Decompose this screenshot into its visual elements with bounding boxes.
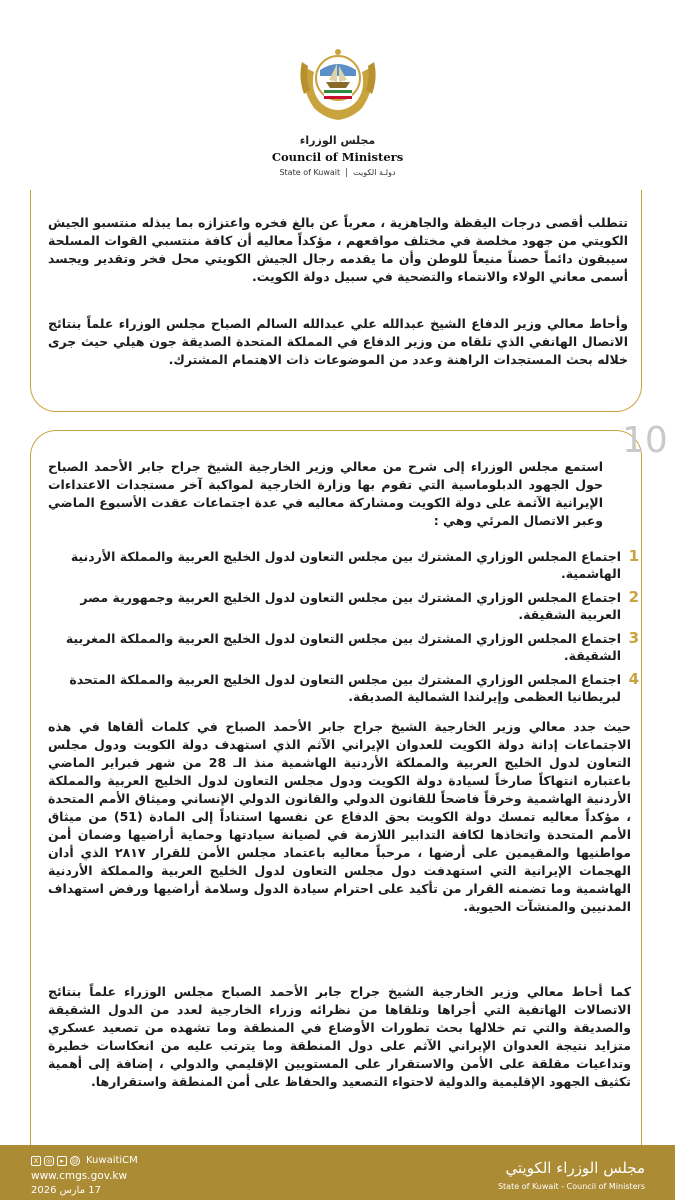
- state-line: [0, 168, 675, 177]
- instagram-icon[interactable]: ◎: [45, 1156, 53, 1165]
- list-item-text: اجتماع المجلس الوزاري المشترك بين مجلس التعاون لدول الخليج العربية والمملكة الأردنية الهاشمية.: [70, 549, 621, 581]
- social-handle[interactable]: KuwaitiCM: [86, 1155, 138, 1166]
- paragraph-phone-calls: كما أحاط معالي وزير الخارجية الشيخ جراح جابر الأحمد الصباح مجلس الوزراء علماً بنتائج الاتصالات الهاتفية التي أجراها وتلقاها من نظرائه وزراء الخارجية لعدد من الدول الشقيقة والصديقة والتي تم خلالها بحث تطورات الأوضاع في المنطقة وما تشهده من تصعيد عسكري متزايد نتيجة العدوان الإيراني الآثم على دول المنطقة وما يترتب عليه من انعكاسات خطيرة وتداعيات مقلقة على الأمن والاستقرار على المستويين الإقليمي والدولي ، إضافة إلى أهمية تكثيف الجهود الإقليمية والدولية لاحتواء التصعيد والحفاظ على أمن المنطقة واستقرارها.: [48, 984, 631, 1089]
- list-number: 1: [628, 547, 639, 565]
- divider: [346, 168, 347, 177]
- x-icon[interactable]: X: [31, 1156, 41, 1166]
- paragraph-condemnation: حيث جدد معالي وزير الخارجية الشيخ جراح جابر الأحمد الصباح في كلمات ألقاها في هذه الاجتماعات إدانة دولة الكويت للعدوان الإيراني الآثم الذي استهدف دولة الكويت ودول مجلس التعاون لدول الخليج العربية والمملكة الأردنية الهاشمية منذ الـ 28 من شهر فبراير الماضي باعتباره انتهاكاً صارخاً لسيادة دولة الكويت ودول مجلس التعاون لدول الخليج العربية والمملكة الأردنية الهاشمية وخرقاً فاضحاً للقانون الدولي والقانون الدولي الإنساني وميثاق الأمم المتحدة ، مؤكداً معاليه تمسك دولة الكويت بحق الدفاع عن نفسها استناداً إلى المادة (51) من ميثاق الأمم المتحدة واتخاذها لكافة التدابير اللازمة في لصيانة سيادتها وحماية أراضيها وضمان أمن مواطنيها والمقيمين على أرضها ، مرحباً معاليه باعتماد مجلس الأمن للقرار ٢٨١٧ الذي أدان الهجمات الإيرانية التي استهدفت دول مجلس التعاون لدول الخليج العربية والمملكة الأردنية الهاشمية وما تضمنه القرار من تأكيد على احترام سيادة الدول وسلامة أراضيها ورفض استهداف المدنيين والمنشآت الحيوية.: [48, 719, 632, 914]
- publish-date: 17 مارس 2026: [31, 1185, 101, 1196]
- footer-org-ar: مجلس الوزراء الكويتي: [505, 1159, 645, 1177]
- youtube-icon[interactable]: ▸: [57, 1156, 67, 1166]
- state-ar: دولـة الكويت: [353, 168, 396, 177]
- list-number: 3: [628, 629, 639, 647]
- social-links: [31, 1155, 138, 1166]
- state-en: State of Kuwait: [279, 168, 341, 177]
- section-number: 10: [622, 420, 668, 461]
- footer-org-en: State of Kuwait - Council of Ministers: [497, 1182, 645, 1191]
- paragraph-defense-call: وأحاط معالي وزير الدفاع الشيخ عبدالله علي عبدالله السالم الصباح مجلس الوزراء علماً بنتائج الاتصال الهاتفي الذي تلقاه من وزير الدفاع في المملكة المتحدة الصديقة جون هيلي حيث جرى خلاله بحث المستجدات الراهنة وعدد من الموضوعات ذات الاهتمام المشترك.: [48, 316, 628, 367]
- kuwait-emblem-icon: [296, 38, 380, 124]
- footer-bar: [0, 1145, 675, 1200]
- list-item: [48, 629, 639, 664]
- list-item: [48, 547, 639, 582]
- org-name-en: Council of Ministers: [271, 150, 404, 164]
- list-number: 4: [628, 670, 639, 688]
- website-link[interactable]: www.cmgs.gov.kw: [31, 1170, 128, 1182]
- list-item-text: اجتماع المجلس الوزاري المشترك بين مجلس التعاون لدول الخليج العربية وجمهورية مصر العربية الشقيقة.: [80, 590, 621, 622]
- list-item: [48, 670, 639, 705]
- meetings-list: [48, 547, 639, 712]
- list-item-text: اجتماع المجلس الوزاري المشترك بين مجلس التعاون لدول الخليج العربية والمملكة المغربية الشقيقة.: [65, 631, 621, 663]
- list-item-text: اجتماع المجلس الوزاري المشترك بين مجلس التعاون لدول الخليج العربية والمملكة المتحدة لبريطانيا العظمى وإيرلندا الشمالية الصديقة.: [69, 672, 621, 704]
- list-item: [48, 588, 639, 623]
- document-header: [0, 0, 675, 190]
- paragraph-foreign-minister: استمع مجلس الوزراء إلى شرح من معالي وزير الخارجية الشيخ جراح جابر الأحمد الصباح حول الجهود الدبلوماسية التي تقوم بها وزارة الخارجية لمواكبة آخر مستجدات الاعتداءات الإيرانية الآثمة على دولة الكويت ومشاركة معاليه في عدة اجتماعات عقدت الأسبوع الماضي وعبر الاتصال المرئي وهي :: [48, 459, 603, 528]
- threads-icon[interactable]: @: [71, 1156, 79, 1165]
- paragraph-army-readiness: تتطلب أقصى درجات اليقظة والجاهزية ، معرباً عن بالغ فخره واعتزازه بما يبذله منتسبو الجيش الكويتي من جهود مخلصة في مختلف مواقعهم ، مؤكداً معاليه أن كافة منتسبي القوات المسلحة سيبقون دائماً حصناً منيعاً للوطن وأن ما يقدمه رجال الجيش الكويتي محل فخر وتقدير ويجسد أسمى معاني الولاء والانتماء والتضحية في سبيل دولة الكويت.: [48, 215, 628, 284]
- list-number: 2: [628, 588, 639, 606]
- org-name-ar: مجلس الوزراء: [299, 134, 376, 147]
